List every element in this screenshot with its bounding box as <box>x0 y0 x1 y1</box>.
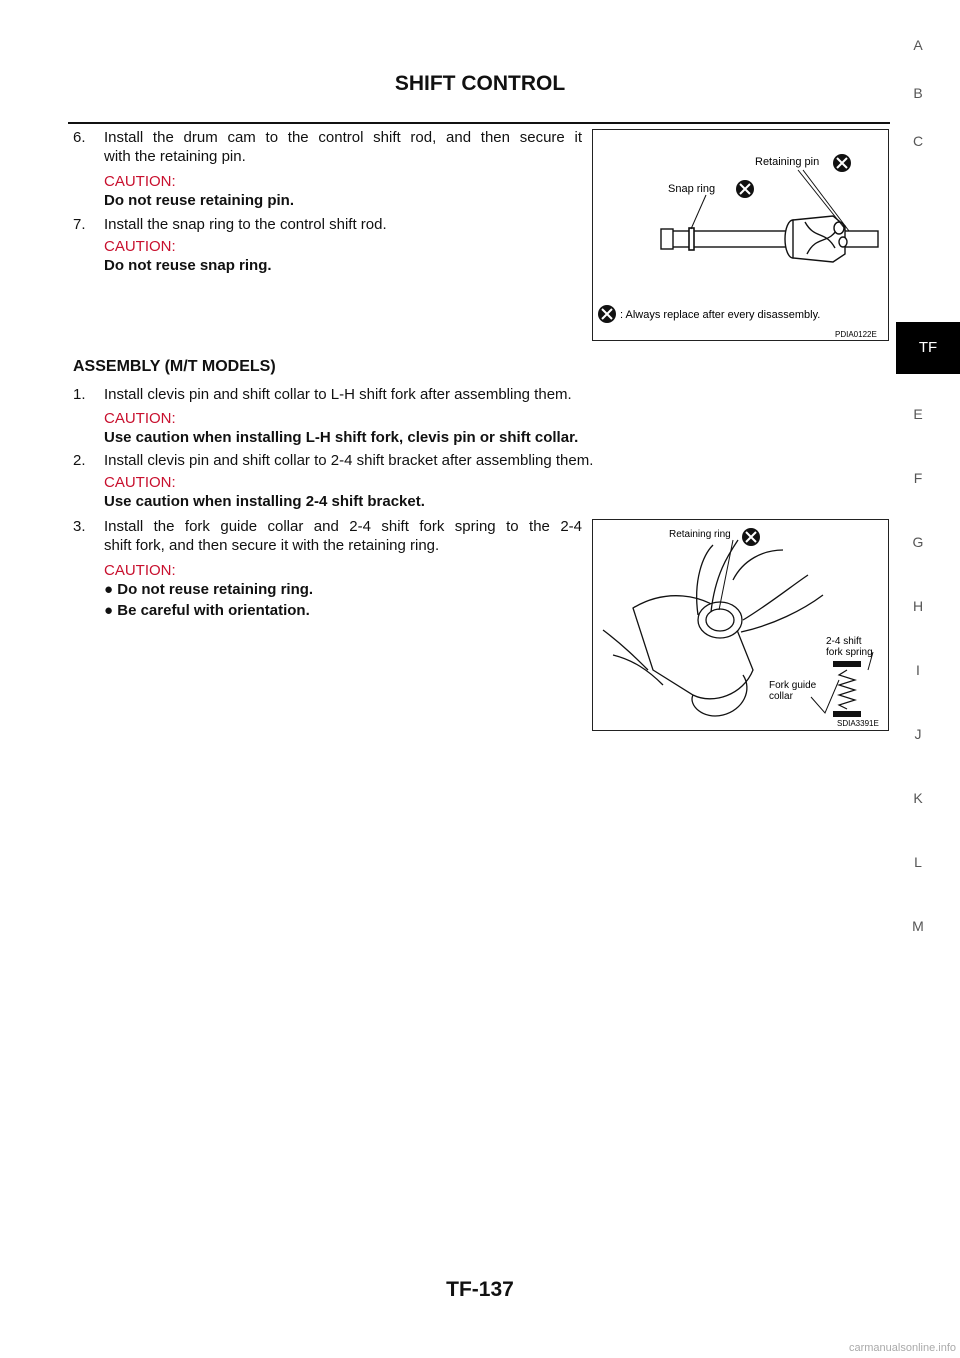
spring-bottom-plate <box>833 711 861 717</box>
figure-shift-rod <box>592 129 889 341</box>
side-index-j[interactable]: J <box>914 726 922 742</box>
section-heading: ASSEMBLY (M/T MODELS) <box>73 358 276 375</box>
label-collar-line1: Fork guide <box>769 680 817 691</box>
replace-icon <box>736 180 754 198</box>
caution-text: Do not reuse retaining pin. <box>104 192 295 209</box>
side-index-a[interactable]: A <box>913 37 923 53</box>
shift-rod-illustration <box>593 130 888 340</box>
caution-text: Use caution when installing 2-4 shift bracket. <box>104 493 425 510</box>
figure-shift-fork <box>592 519 889 731</box>
side-index-g[interactable]: G <box>912 534 924 550</box>
caution-text: Do not reuse snap ring. <box>104 257 272 274</box>
side-index-m[interactable]: M <box>912 918 924 934</box>
figure-code: PDIA0122E <box>835 330 877 339</box>
watermark: carmanualsonline.info <box>848 1342 956 1354</box>
side-index-i[interactable]: I <box>916 662 920 678</box>
side-index-tf: TF <box>918 339 938 356</box>
step-text: Install clevis pin and shift collar to 2-4 shift bracket after assembling them. <box>104 452 594 469</box>
side-index-b[interactable]: B <box>913 85 923 101</box>
bullet-icon: ● <box>104 581 114 598</box>
bullet-icon: ● <box>104 602 114 619</box>
step-number: 2. <box>73 452 86 469</box>
spring-top-plate <box>833 661 861 667</box>
step-text: Install the drum cam to the control shift rod, and then secure it <box>104 129 582 146</box>
step-text: Install clevis pin and shift collar to L-H shift fork after assembling them. <box>104 386 572 403</box>
replace-icon <box>833 154 851 172</box>
page-number: TF-137 <box>446 1278 514 1301</box>
label-spring-line2: fork spring <box>826 647 873 658</box>
bullet-item: ● Do not reuse retaining ring. <box>104 581 314 598</box>
step-text: Install the snap ring to the control shift rod. <box>104 216 387 233</box>
step-text: with the retaining pin. <box>104 148 246 165</box>
caution-label: CAUTION: <box>104 410 176 427</box>
caution-text: Use caution when installing L-H shift fork, clevis pin or shift collar. <box>104 429 579 446</box>
step-number: 3. <box>73 518 86 535</box>
page-title: SHIFT CONTROL <box>394 72 566 95</box>
drum-cam <box>785 216 847 262</box>
shift-fork-illustration <box>593 520 888 730</box>
label-retaining-pin: Retaining pin <box>755 156 820 168</box>
snap-ring-mark <box>689 228 694 250</box>
caution-label: CAUTION: <box>104 238 176 255</box>
side-index-l[interactable]: L <box>914 854 922 870</box>
caution-label: CAUTION: <box>104 173 176 190</box>
caution-label: CAUTION: <box>104 562 176 579</box>
side-index-k[interactable]: K <box>913 790 923 806</box>
replace-icon <box>598 305 616 323</box>
side-index-active-tab[interactable] <box>896 322 960 374</box>
step-text: Install the fork guide collar and 2-4 shift fork spring to the 2-4 <box>104 518 582 535</box>
spring-coil <box>839 670 855 709</box>
step-number: 1. <box>73 386 86 403</box>
label-spring-line1: 2-4 shift <box>826 636 862 647</box>
step-number: 6. <box>73 129 86 146</box>
side-index-e[interactable]: E <box>913 406 923 422</box>
label-collar-line2: collar <box>769 691 793 702</box>
replace-icon <box>742 528 760 546</box>
step-text: shift fork, and then secure it with the retaining ring. <box>104 537 440 554</box>
side-index-f[interactable]: F <box>913 470 923 486</box>
legend-text: : Always replace after every disassembly. <box>620 309 821 321</box>
label-snap-ring: Snap ring <box>668 183 716 195</box>
side-index-h[interactable]: H <box>912 598 924 614</box>
title-divider <box>68 122 890 124</box>
caution-label: CAUTION: <box>104 474 176 491</box>
figure-code: SDIA3391E <box>837 719 879 728</box>
step-number: 7. <box>73 216 86 233</box>
label-retaining-ring: Retaining ring <box>669 529 731 540</box>
bullet-item: ● Be careful with orientation. <box>104 602 310 619</box>
side-index-c[interactable]: C <box>912 133 924 149</box>
